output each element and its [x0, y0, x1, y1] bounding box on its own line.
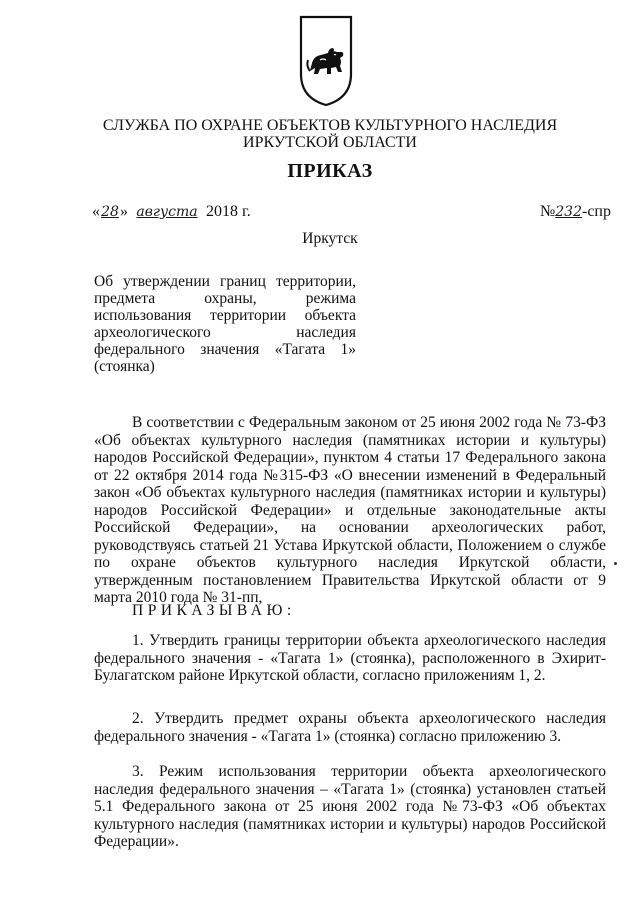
document-title: ПРИКАЗ	[287, 160, 373, 182]
order-item-1: 1. Утвердить границы территории объекта археологического наследия федерального значения - «Тагата 1» (стоянка), расположенного в Эхирит-Булагатском районе Иркутской области, согласно приложениям 1, 2.	[94, 632, 606, 684]
document-date	[92, 203, 251, 221]
number-prefix: №	[540, 203, 556, 220]
date-month-handwritten: августа	[136, 204, 198, 220]
preamble-paragraph: В соответствии с Федеральным законом от 25 июня 2002 года № 73-ФЗ «Об объектах культурного наследия (памятниках истории и культуры) народов Российской Федерации», пунктом 4 статьи 17 Федерального закона от 22 октября 2014 года №315-ФЗ «О внесении изменений в Федеральный закон «Об объектах культурного наследия (памятниках истории и культуры) народов Российской Федерации» и отдельные законодательные акты Российской Федерации», на основании археологических работ, руководствуясь статьей 21 Устава Иркутской области, Положением о службе по охране объектов культурного наследия Иркутской области, утвержденным постановлением Правительства Иркутской области от 9 марта 2010 года № 31-пп,	[94, 414, 606, 606]
date-year: 2018 г.	[206, 203, 251, 220]
document-number	[540, 203, 611, 221]
date-close-quote: »	[120, 203, 128, 220]
number-value-handwritten: 232	[555, 204, 582, 220]
order-item-3: 3. Режим использования территории объекта археологического наследия федерального значения – «Тагата 1» (стоянка) установлен статьей 5.1 Федерального закона от 25 июня 2002 года №73-ФЗ «Об объектах культурного наследия (памятниках истории и культуры) народов Российской Федерации».	[94, 763, 606, 850]
organization-name-line1: СЛУЖБА ПО ОХРАНЕ ОБЪЕКТОВ КУЛЬТУРНОГО НАСЛЕДИЯ	[102, 117, 558, 134]
document-subject: Об утверждении границ территории, предмета охраны, режима использования территории объекта археологического наследия федерального значения «Тагата 1» (стоянка)	[94, 273, 356, 375]
document-city: Иркутск	[302, 230, 358, 247]
order-heading: ПРИКАЗЫВАЮ:	[132, 602, 296, 619]
coat-of-arms-icon	[298, 14, 354, 108]
number-suffix: -спр	[582, 203, 611, 220]
order-item-2: 2. Утвердить предмет охраны объекта археологического наследия федерального значения - «Тагата 1» (стоянка) согласно приложению 3.	[94, 710, 606, 745]
date-day-handwritten: 28	[101, 204, 119, 220]
scan-speck	[614, 562, 617, 565]
organization-name-line2: ИРКУТСКОЙ ОБЛАСТИ	[243, 134, 417, 151]
date-open-quote: «	[92, 203, 100, 220]
